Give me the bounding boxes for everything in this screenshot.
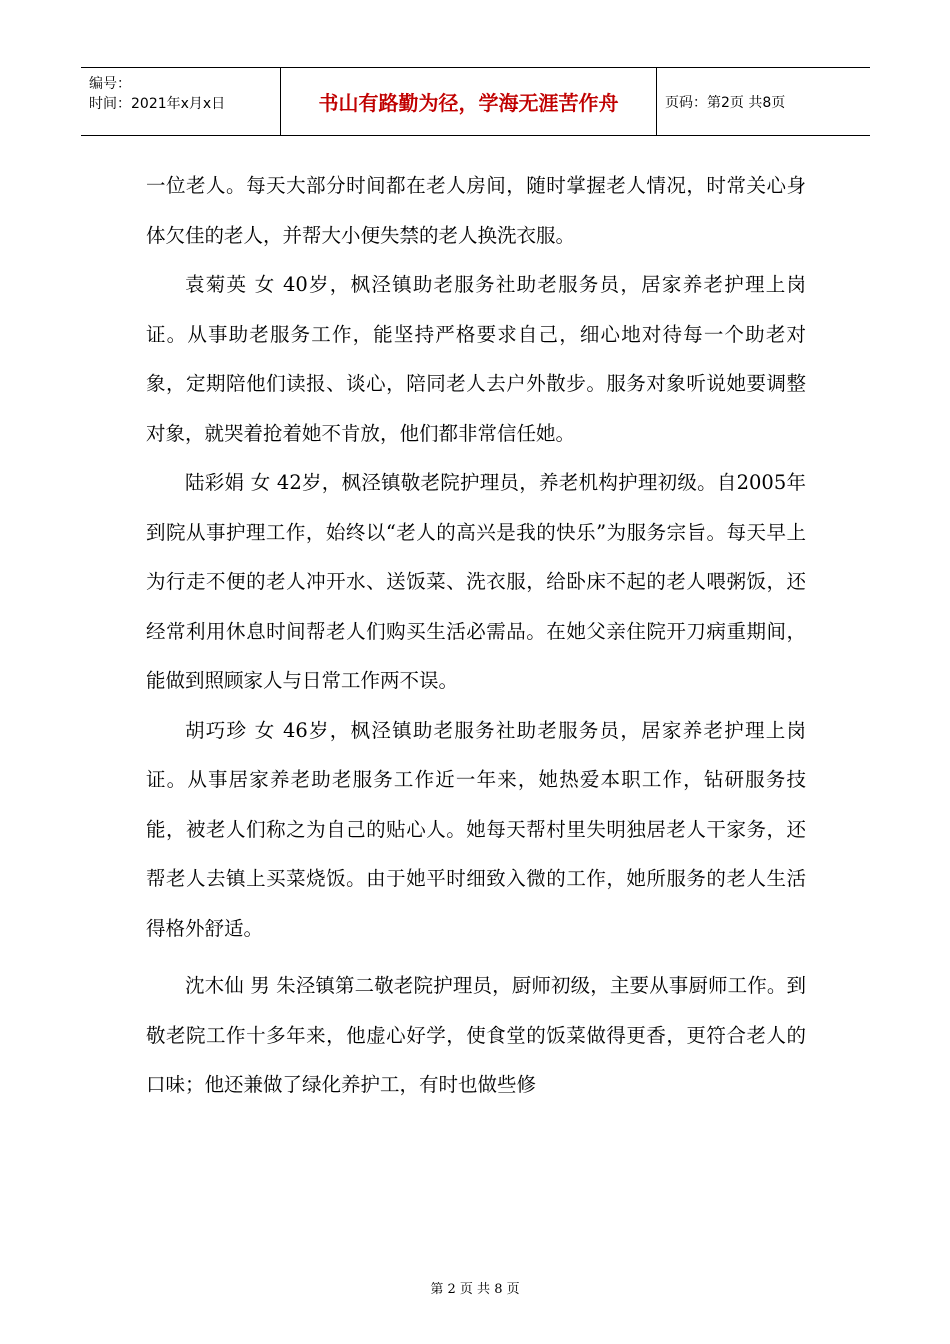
page-footer: 第 2 页 共 8 页 [430, 1282, 520, 1297]
paragraph-yuan-juying: 袁菊英 女 40岁，枫泾镇助老服务社助老服务员，居家养老护理上岗证。从事助老服务工作，能坚持严格要求自己，细心地对待每一个助老对象，定期陪他们读报、谈心，陪同老人去户外散步。服务对象听说她要调整对象，就哭着抢着她不肯放，他们都非常信任她。 [146, 273, 806, 445]
paragraph-continuation: 一位老人。每天大部分时间都在老人房间，随时掌握老人情况，时常关心身体欠佳的老人，并帮大小便失禁的老人换洗衣服。 [146, 174, 806, 247]
document-number-label: 编号： [89, 76, 131, 92]
paragraph-shen-muxian: 沈木仙 男 朱泾镇第二敬老院护理员，厨师初级，主要从事厨师工作。到敬老院工作十多年来，他虚心好学，使食堂的饭菜做得更香，更符合老人的口味；他还兼做了绿化养护工，有时也做些修 [146, 974, 806, 1096]
document-body [146, 161, 806, 1110]
page-header [81, 67, 870, 136]
paragraph-lu-caijuan: 陆彩娟 女 42岁，枫泾镇敬老院护理员，养老机构护理初级。自2005年到院从事护理工作，始终以“老人的高兴是我的快乐”为服务宗旨。每天早上为行走不便的老人冲开水、送饭菜、洗衣服，给卧床不起的老人喂粥饭，还经常利用休息时间帮老人们购买生活必需品。在她父亲住院开刀病重期间，能做到照顾家人与日常工作两不误。 [146, 471, 806, 692]
header-meta [81, 68, 281, 135]
header-page-info: 页码：第2页 共8页 [665, 94, 786, 111]
paragraph-hu-qiaozhen: 胡巧珍 女 46岁，枫泾镇助老服务社助老服务员，居家养老护理上岗证。从事居家养老助老服务工作近一年来，她热爱本职工作，钻研服务技能，被老人们称之为自己的贴心人。她每天帮村里失明独居老人干家务，还帮老人去镇上买菜烧饭。由于她平时细致入微的工作，她所服务的老人生活得格外舒适。 [146, 718, 806, 940]
document-time-label: 时间：2021年x月x日 [89, 96, 226, 112]
header-motto: 书山有路勤为径，学海无涯苦作舟 [281, 68, 657, 135]
